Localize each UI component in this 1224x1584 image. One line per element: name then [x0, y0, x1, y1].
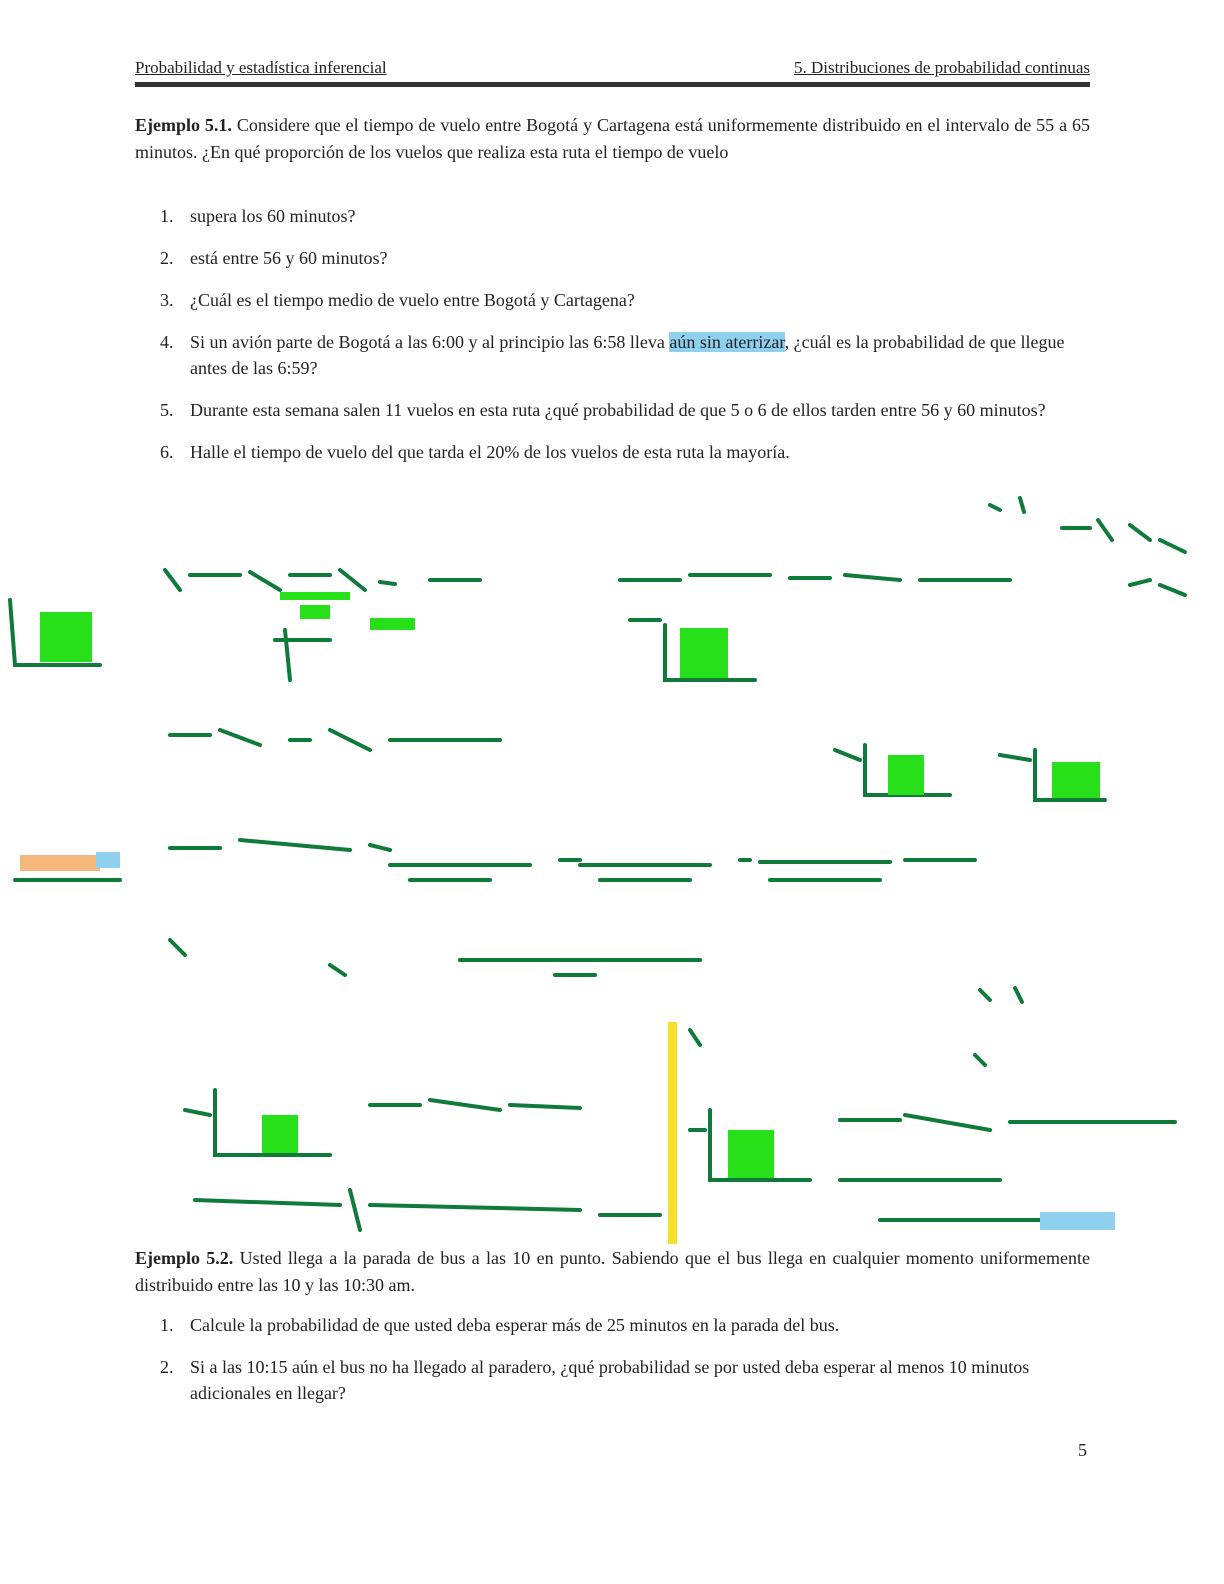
list-item: 4. Si un avión parte de Bogotá a las 6:00 y al principio las 6:58 lleva aún sin aterrizar, ¿cuál es la probabilidad de que llegue antes de las 6:59? — [160, 332, 1065, 378]
header-course-title: Probabilidad y estadística inferencial — [135, 58, 387, 77]
example-1-text: Considere que el tiempo de vuelo entre Bogotá y Cartagena está uniformemente distribuido en el intervalo de 55 a 65 minutos. ¿En qué proporción de los vuelos que realiza esta ruta el tiempo de vuelo — [135, 115, 1091, 162]
example-2-statement — [135, 1245, 1090, 1299]
list-item: 3. ¿Cuál es el tiempo medio de vuelo entre Bogotá y Cartagena? — [160, 290, 635, 310]
example-1-label: Ejemplo 5.1. — [135, 115, 232, 135]
list-item: 6. Halle el tiempo de vuelo del que tarda el 20% de los vuelos de esta ruta la mayoría. — [160, 442, 790, 462]
list-item: 5. Durante esta semana salen 11 vuelos en esta ruta ¿qué probabilidad de que 5 o 6 de ellos tarden entre 56 y 60 minutos? — [160, 400, 1046, 420]
page-number: 5 — [1078, 1440, 1087, 1460]
list-item: 2. Si a las 10:15 aún el bus no ha llegado al paradero, ¿qué probabilidad se por usted deba esperar al menos 10 minutos adicionales en llegar? — [160, 1357, 1030, 1403]
list-item: 2. está entre 56 y 60 minutos? — [160, 248, 388, 268]
header-chapter-title: 5. Distribuciones de probabilidad continuas — [793, 58, 1090, 77]
example-2-items — [160, 1312, 1090, 1406]
highlighted-phrase: aún sin aterrizar — [669, 332, 785, 352]
list-item: 1. supera los 60 minutos? — [160, 206, 356, 226]
list-item: 1. Calcule la probabilidad de que usted deba esperar más de 25 minutos en la parada del bus. — [160, 1315, 840, 1335]
example-2-text: Usted llega a la parada de bus a las 10 en punto. Sabiendo que el bus llega en cualquier momento uniformemente distribuido entre las 10 y las 10:30 am. — [135, 1248, 1091, 1295]
example-2-label: Ejemplo 5.2. — [135, 1248, 234, 1268]
